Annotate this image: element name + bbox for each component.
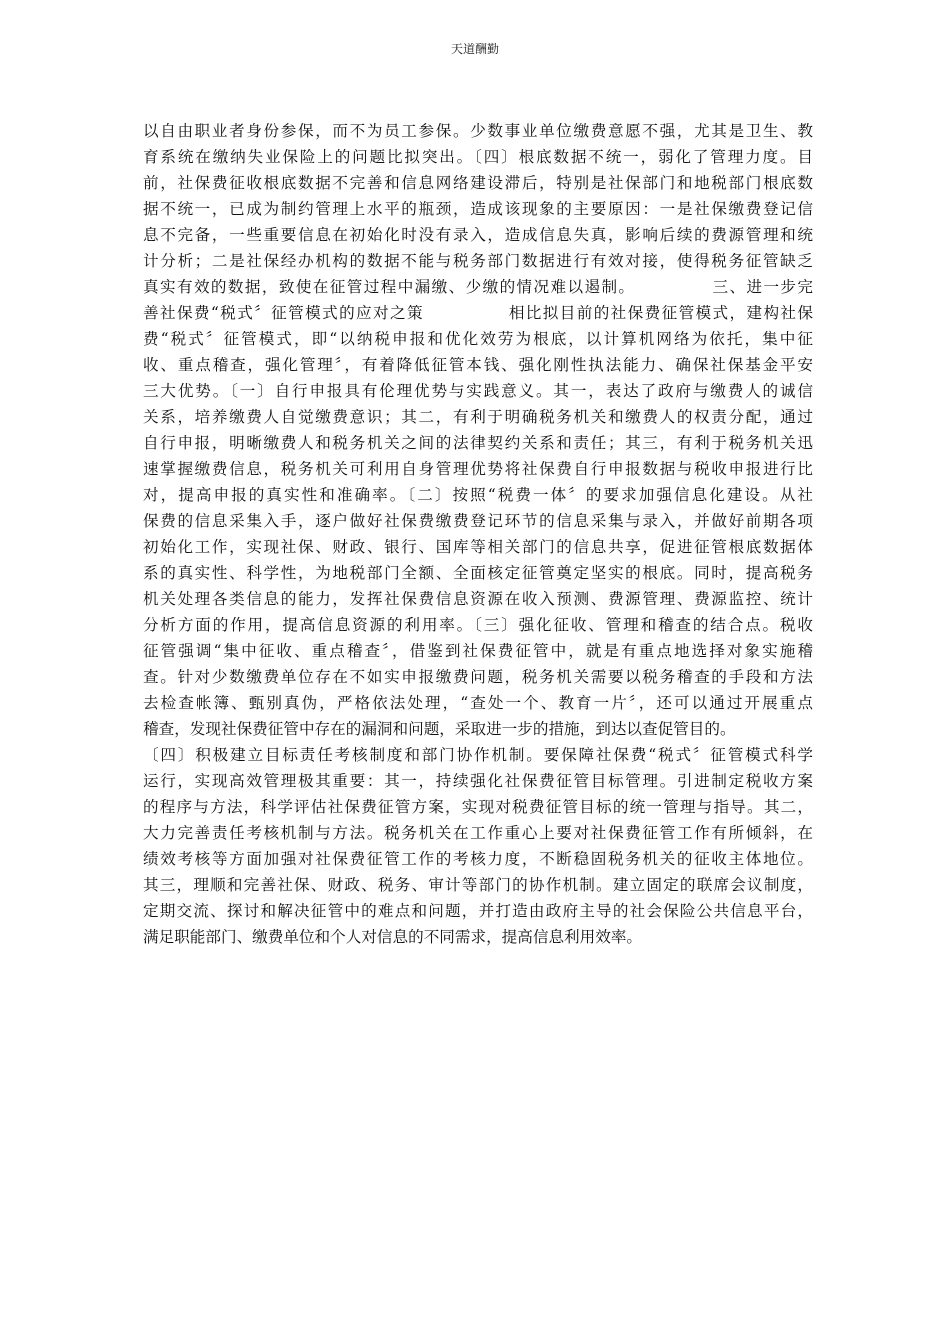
text-line: 真实有效的数据，致使在征管过程中漏缴、少缴的情况难以遏制。 三、进一步完 [143,278,813,296]
text-line: 运行，实现高效管理极其重要：其一，持续强化社保费征管目标管理。引进制定税收方案 [143,772,813,790]
text-line: 对，提高申报的真实性和准确率。〔二〕按照“税费一体〞的要求加强信息化建设。从社 [143,486,813,504]
text-line: 定期交流、探讨和解决征管中的难点和问题，并打造由政府主导的社会保险公共信息平台， [143,902,813,920]
page-header: 天道酬勤 [450,42,499,56]
text-line: 大力完善责任考核机制与方法。税务机关在工作重心上要对社保费征管工作有所倾斜，在 [143,824,813,842]
text-line: 计分析；二是社保经办机构的数据不能与税务部门数据进行有效对接，使得税务征管缺乏 [143,252,813,270]
text-line: 满足职能部门、缴费单位和个人对信息的不同需求，提高信息利用效率。 [143,928,643,946]
text-line: 去检查帐簿、甄别真伪，严格依法处理，“查处一个、教育一片〞，还可以通过开展重点 [143,694,813,712]
text-line: 息不完备，一些重要信息在初始化时没有录入，造成信息失真，影响后续的费源管理和统 [143,226,813,244]
text-line: 速掌握缴费信息，税务机关可利用自身管理优势将社保费自行申报数据与税收申报进行比 [143,460,813,478]
text-line: 自行申报，明晰缴费人和税务机关之间的法律契约关系和责任；其三，有利于税务机关迅 [143,434,813,452]
text-line: 善社保费“税式〞征管模式的应对之策 相比拟目前的社保费征管模式，建构社保 [143,304,813,322]
text-line: 三大优势。〔一〕自行申报具有伦理优势与实践意义。其一，表达了政府与缴费人的诚信 [143,382,813,400]
text-line: 系的真实性、科学性，为地税部门全额、全面核定征管奠定坚实的根底。同时，提高税务 [143,564,813,582]
text-line: 征管强调“集中征收、重点稽查〞，借鉴到社保费征管中，就是有重点地选择对象实施稽 [143,642,813,660]
text-line: 〔四〕积极建立目标责任考核制度和部门协作机制。要保障社保费“税式〞征管模式科学 [143,746,813,764]
text-line: 查。针对少数缴费单位存在不如实申报缴费问题，税务机关需要以税务稽查的手段和方法 [143,668,813,686]
document-body [143,118,813,950]
text-line: 育系统在缴纳失业保险上的问题比拟突出。〔四〕根底数据不统一，弱化了管理力度。目 [143,148,813,166]
text-line: 保费的信息采集入手，逐户做好社保费缴费登记环节的信息采集与录入，并做好前期各项 [143,512,813,530]
text-line: 的程序与方法，科学评估社保费征管方案，实现对税费征管目标的统一管理与指导。其二， [143,798,813,816]
text-line: 稽查，发现社保费征管中存在的漏洞和问题，采取进一步的措施，到达以查促管目的。 [143,720,736,738]
text-line: 分析方面的作用，提高信息资源的利用率。〔三〕强化征收、管理和稽查的结合点。税收 [143,616,813,634]
text-line: 费“税式〞征管模式，即“以纳税申报和优化效劳为根底，以计算机网络为依托，集中征 [143,330,813,348]
text-line: 机关处理各类信息的能力，发挥社保费信息资源在收入预测、费源管理、费源监控、统计 [143,590,813,608]
text-line: 初始化工作，实现社保、财政、银行、国库等相关部门的信息共享，促进征管根底数据体 [143,538,813,556]
text-line: 前，社保费征收根底数据不完善和信息网络建设滞后，特别是社保部门和地税部门根底数 [143,174,813,192]
text-line: 其三，理顺和完善社保、财政、税务、审计等部门的协作机制。建立固定的联席会议制度， [143,876,813,894]
text-line: 以自由职业者身份参保，而不为员工参保。少数事业单位缴费意愿不强，尤其是卫生、教 [143,122,813,140]
text-line: 收、重点稽查，强化管理〞，有着降低征管本钱、强化刚性执法能力、确保社保基金平安 [143,356,813,374]
text-line: 关系，培养缴费人自觉缴费意识；其二，有利于明确税务机关和缴费人的权责分配，通过 [143,408,813,426]
text-line: 据不统一，已成为制约管理上水平的瓶颈，造成该现象的主要原因：一是社保缴费登记信 [143,200,813,218]
text-line: 绩效考核等方面加强对社保费征管工作的考核力度，不断稳固税务机关的征收主体地位。 [143,850,813,868]
